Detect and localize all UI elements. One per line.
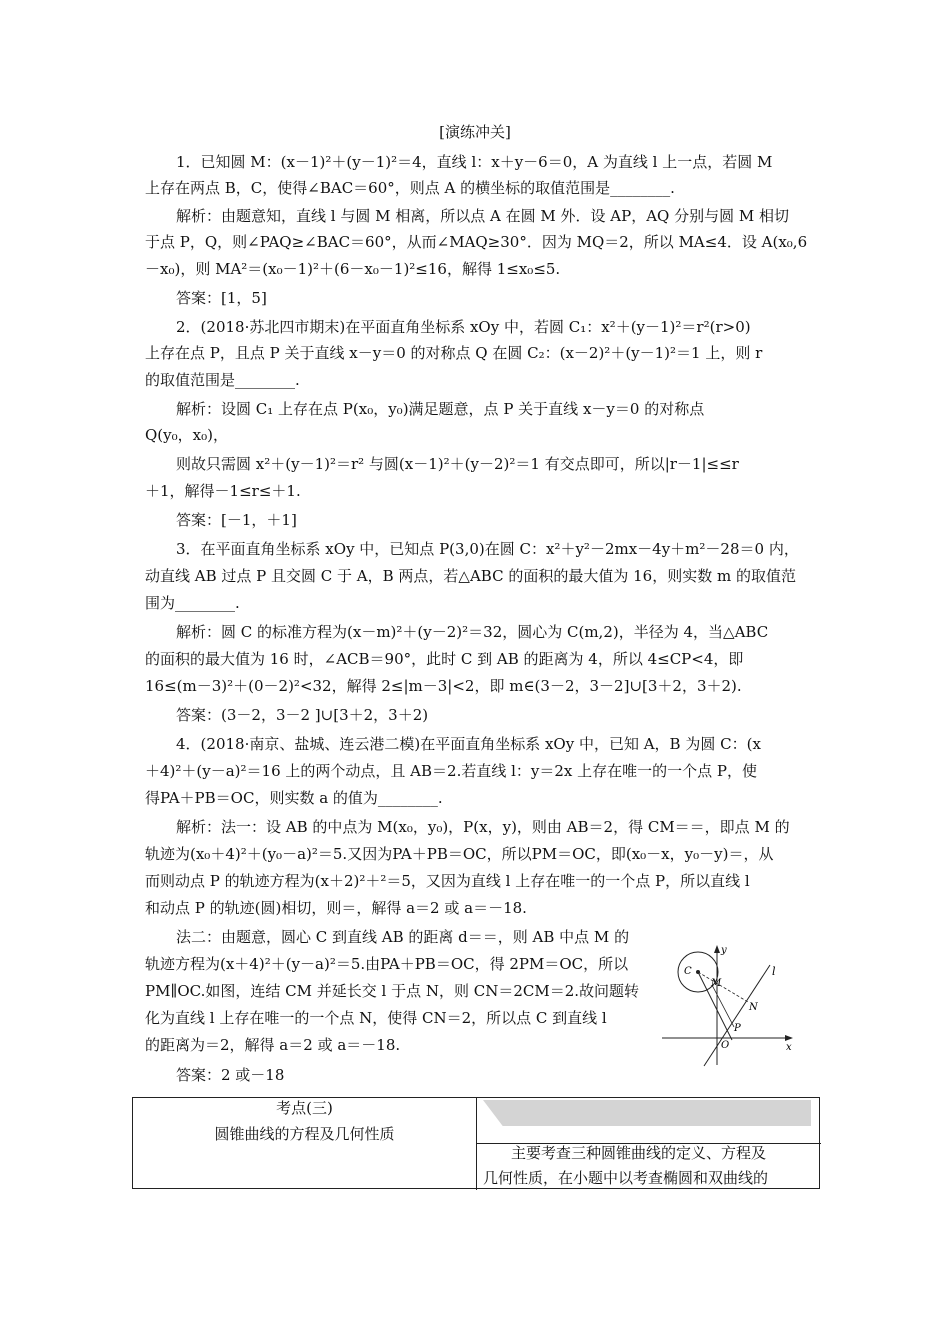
label-m: M	[711, 978, 722, 989]
topic-desc-line1: 主要考查三种圆锥曲线的定义、方程及	[511, 1144, 767, 1162]
text-line: 法二：由题意，圆心 C 到直线 AB 的距离 d＝＝，则 AB 中点 M 的	[176, 928, 630, 946]
text-line: 16≤(m－3)²＋(0－2)²<32，解得 2≤|m－3|<2，即 m∈(3－2，3－2]∪[3＋2，3＋2).	[145, 677, 742, 695]
text-line: 3．在平面直角坐标系 xOy 中，已知点 P(3,0)在圆 C：x²＋y²－2mx－4y＋m²－28＝0 内，	[176, 540, 799, 558]
text-line: 2．(2018·苏北四市期末)在平面直角坐标系 xOy 中，若圆 C₁：x²＋(y－1)²＝r²(r>0)	[176, 318, 751, 336]
text-line: 1．已知圆 M：(x－1)²＋(y－1)²＝4，直线 l：x＋y－6＝0，A 为直线 l 上一点，若圆 M	[176, 153, 773, 171]
text-line: 动直线 AB 过点 P 且交圆 C 于 A，B 两点，若△ABC 的面积的最大值为 16，则实数 m 的取值范	[145, 567, 796, 585]
text-line: 的面积的最大值为 16 时，∠ACB＝90°，此时 C 到 AB 的距离为 4，所以 4≤CP<4，即	[145, 650, 744, 668]
text-line: 解析：设圆 C₁ 上存在点 P(x₀，y₀)满足题意，点 P 关于直线 x－y＝0 的对称点	[176, 400, 705, 418]
text-line: ＋4)²＋(y－a)²＝16 上的两个动点，且 AB＝2.若直线 l：y＝2x 上存在唯一的一个点 P，使	[145, 762, 758, 780]
text-line: 围为________.	[145, 594, 240, 612]
topic-number: 考点(三)	[276, 1099, 333, 1117]
label-y: y	[721, 945, 727, 956]
y-axis-arrow	[714, 945, 720, 953]
text-line: 答案：[1，5]	[176, 289, 267, 307]
grey-tab-shape	[483, 1100, 811, 1126]
text-line: 和动点 P 的轨迹(圆)相切，则＝，解得 a＝2 或 a＝－18.	[145, 899, 527, 917]
text-line: 解析：法一：设 AB 的中点为 M(x₀，y₀)，P(x，y)，则由 AB＝2，得 CM＝＝，即点 M 的	[176, 818, 790, 836]
label-n: N	[749, 1002, 758, 1013]
table-divider	[476, 1098, 477, 1190]
text-line: 答案：[－1，＋1]	[176, 511, 297, 529]
label-o: O	[721, 1040, 730, 1051]
text-line: 的距离为＝2，解得 a＝2 或 a＝－18.	[145, 1036, 401, 1054]
text-line: 于点 P，Q，则∠PAQ≥∠BAC＝60°，从而∠MAQ≥30°．因为 MQ＝2，所以 MA≤4．设 A(x₀,6	[145, 233, 808, 251]
text-line: 得PA＋PB＝OC，则实数 a 的值为________.	[145, 789, 443, 807]
text-line: ＋1，解得－1≤r≤＋1.	[145, 482, 301, 500]
text-line: 的取值范围是________.	[145, 371, 300, 389]
text-line: 而则动点 P 的轨迹方程为(x＋2)²＋²＝5，又因为直线 l 上存在唯一的一个点 P，所以直线 l	[145, 872, 750, 890]
text-line: 4．(2018·南京、盐城、连云港二模)在平面直角坐标系 xOy 中，已知 A，B 为圆 C：(x	[176, 735, 761, 753]
text-line: 轨迹为(x₀＋4)²＋(y₀－a)²＝5.又因为PA＋PB＝OC，所以PM＝OC，即(x₀－x，y₀－y)＝，从	[145, 845, 774, 863]
topic-table	[132, 1097, 820, 1189]
text-line: 则故只需圆 x²＋(y－1)²＝r² 与圆(x－1)²＋(y－2)²＝1 有交点即可，所以|r－1|≤≤r	[176, 455, 739, 473]
text-line: －x₀)，则 MA²＝(x₀－1)²＋(6－x₀－1)²≤16，解得 1≤x₀≤5.	[145, 260, 561, 278]
text-line: PM∥OC.如图，连结 CM 并延长交 l 于点 N，则 CN＝2CM＝2.故问题转	[145, 982, 640, 1000]
label-p: P	[734, 1023, 741, 1034]
text-line: 上存在两点 B，C，使得∠BAC＝60°，则点 A 的横坐标的取值范围是________.	[145, 179, 675, 197]
label-c: C	[684, 966, 692, 977]
label-x: x	[786, 1042, 792, 1053]
text-line: 解析：由题意知，直线 l 与圆 M 相离，所以点 A 在圆 M 外．设 AP，AQ 分别与圆 M 相切	[176, 207, 789, 225]
text-line: Q(y₀，x₀)，	[145, 426, 228, 444]
topic-desc-line2: 几何性质，在小题中以考查椭圆和双曲线的	[483, 1169, 769, 1187]
text-line: 解析：圆 C 的标准方程为(x－m)²＋(y－2)²＝32，圆心为 C(m,2)，半径为 4，当△ABC	[176, 623, 769, 641]
text-line: 答案：2 或－18	[176, 1066, 285, 1084]
text-line: 上存在点 P，且点 P 关于直线 x－y＝0 的对称点 Q 在圆 C₂：(x－2)²＋(y－1)²＝1 上，则 r	[145, 344, 763, 362]
section-heading: [演练冲关]	[439, 123, 511, 141]
text-line: 化为直线 l 上存在唯一的一个点 N，使得 CN＝2，所以点 C 到直线 l	[145, 1009, 607, 1027]
text-line: 答案：(3－2，3－2 ]∪[3＋2，3＋2)	[176, 706, 429, 724]
geometry-figure	[660, 940, 800, 1070]
text-line: 轨迹方程为(x＋4)²＋(y－a)²＝5.由PA＋PB＝OC，得 2PM＝OC，所以	[145, 955, 629, 973]
x-axis-arrow	[785, 1035, 793, 1041]
label-l: l	[772, 965, 776, 978]
topic-title: 圆锥曲线的方程及几何性质	[214, 1125, 395, 1143]
